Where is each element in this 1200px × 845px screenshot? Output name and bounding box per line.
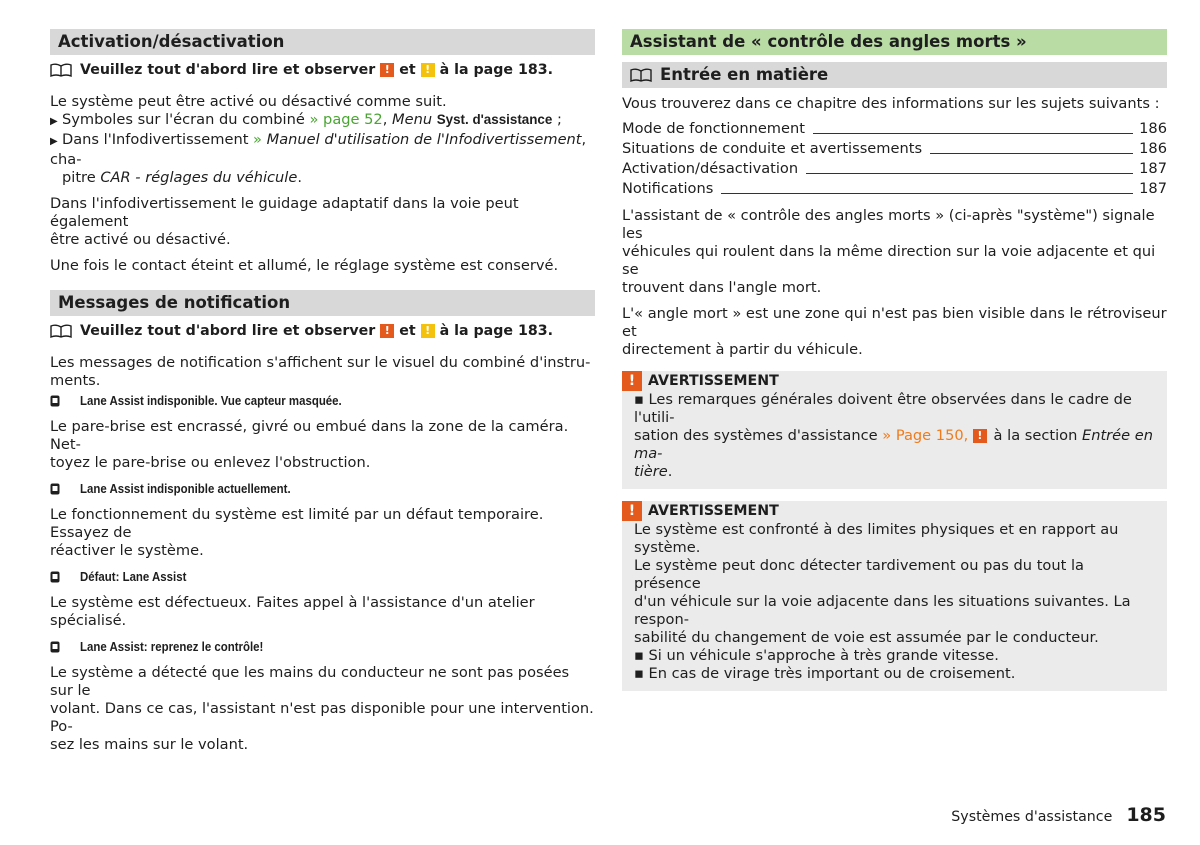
book-icon xyxy=(50,324,74,338)
page-link[interactable]: » page 52 xyxy=(309,111,383,128)
caution-icon: ! xyxy=(421,63,435,77)
toc-item[interactable]: Activation/désactivation 187 xyxy=(622,160,1167,177)
notification-message: Lane Assist indisponible. Vue capteur masquée. xyxy=(50,392,595,410)
caution-icon: ! xyxy=(421,324,435,338)
combi-display-icon xyxy=(50,395,60,407)
warning-text: ▪ Les remarques générales doivent être observées dans le cadre de l'utili- sation des systèmes d'assistance » Page 150, ! à la section Entrée en ma- tière. xyxy=(634,391,1154,480)
paragraph: Le fonctionnement du système est limité par un défaut temporaire. Essayez de réactiver le système. xyxy=(50,506,544,559)
paragraph: L'assistant de « contrôle des angles morts » (ci-après "système") signale les véhicules qui roulent dans la même direction sur la voie adjacente et qui se trouvent dans l'angle mort. xyxy=(622,207,1156,296)
right-column xyxy=(622,29,1167,691)
paragraph: L'« angle mort » est une zone qui n'est pas bien visible dans le rétroviseur et directement à partir du véhicule. xyxy=(622,305,1167,358)
bullet-arrow-icon: ▶ xyxy=(50,136,58,147)
left-column xyxy=(50,29,595,754)
book-icon xyxy=(50,63,74,77)
read-first-note: Veuillez tout d'abord lire et observer ! et ! à la page 183. xyxy=(50,61,595,79)
section-heading-activation: Activation/désactivation xyxy=(50,29,595,55)
warning-box xyxy=(622,371,1167,489)
bullet-item: ▶ Dans l'Infodivertissement » Manuel d'utilisation de l'Infodivertissement, cha- xyxy=(50,131,587,168)
paragraph: Dans l'infodivertissement le guidage adaptatif dans la voie peut également être activé ou désactivé. xyxy=(50,195,519,248)
paragraph: Une fois le contact éteint et allumé, le réglage système est conservé. xyxy=(50,257,559,274)
combi-display-icon xyxy=(50,571,60,583)
toc-item[interactable]: Situations de conduite et avertissements 186 xyxy=(622,140,1167,157)
combi-display-icon xyxy=(50,641,60,653)
warning-icon: ! xyxy=(973,429,987,443)
notification-message: Lane Assist: reprenez le contrôle! xyxy=(50,638,595,656)
warning-text: Le système est confronté à des limites physiques et en rapport au système. Le système peut donc détecter tardivement ou pas du tout la présence d'un véhicule sur la voie adjacente dans les situations suivantes. La respon- sabilité du changement de voie est assumée par le conducteur. ▪ Si un véhicule s'approche à très grande vitesse. ▪ En cas de virage très important ou de croisement. xyxy=(634,521,1131,682)
warning-box xyxy=(622,501,1167,691)
paragraph: Les messages de notification s'affichent sur le visuel du combiné d'instru- ments. xyxy=(50,354,591,389)
chapter-heading: Assistant de « contrôle des angles morts » xyxy=(622,29,1167,55)
warning-icon: ! xyxy=(622,501,642,521)
paragraph: Le système peut être activé ou désactivé comme suit. xyxy=(50,93,447,110)
paragraph: Le système a détecté que les mains du conducteur ne sont pas posées sur le volant. Dans ce cas, l'assistant n'est pas disponible pour une intervention. Po- sez les mains sur le volant. xyxy=(50,664,594,753)
section-heading-messages: Messages de notification xyxy=(50,290,595,316)
page-link[interactable]: » Page 150, xyxy=(877,427,973,444)
toc-item[interactable]: Mode de fonctionnement 186 xyxy=(622,120,1167,137)
paragraph: Le pare-brise est encrassé, givré ou embué dans la zone de la caméra. Net- toyez le pare-brise ou enlevez l'obstruction. xyxy=(50,418,569,471)
bullet-arrow-icon: ▶ xyxy=(50,116,58,127)
bullet-continuation: pitre CAR - réglages du véhicule. xyxy=(62,169,302,186)
notification-message: Défaut: Lane Assist xyxy=(50,568,595,586)
subsection-heading: Entrée en matière xyxy=(622,62,1167,88)
footer-section-title: Systèmes d'assistance xyxy=(951,809,1113,825)
page-footer xyxy=(951,804,1166,826)
table-of-contents xyxy=(622,119,1167,199)
warning-icon: ! xyxy=(380,324,394,338)
manual-link[interactable]: » xyxy=(248,131,267,148)
combi-display-icon xyxy=(50,483,60,495)
bullet-item: ▶ Symboles sur l'écran du combiné » page 52, Menu Syst. d'assistance ; xyxy=(50,111,595,131)
paragraph: Vous trouverez dans ce chapitre des informations sur les sujets suivants : xyxy=(622,95,1160,112)
warning-heading: ! AVERTISSEMENT xyxy=(622,501,1155,521)
warning-heading: ! AVERTISSEMENT xyxy=(622,371,1155,391)
warning-icon: ! xyxy=(380,63,394,77)
book-icon xyxy=(630,68,654,82)
warning-icon: ! xyxy=(622,371,642,391)
paragraph: Le système est défectueux. Faites appel à l'assistance d'un atelier spécialisé. xyxy=(50,594,535,629)
notification-message: Lane Assist indisponible actuellement. xyxy=(50,480,595,498)
page-number: 185 xyxy=(1126,804,1166,826)
toc-item[interactable]: Notifications 187 xyxy=(622,180,1167,197)
read-first-note: Veuillez tout d'abord lire et observer ! et ! à la page 183. xyxy=(50,322,595,340)
